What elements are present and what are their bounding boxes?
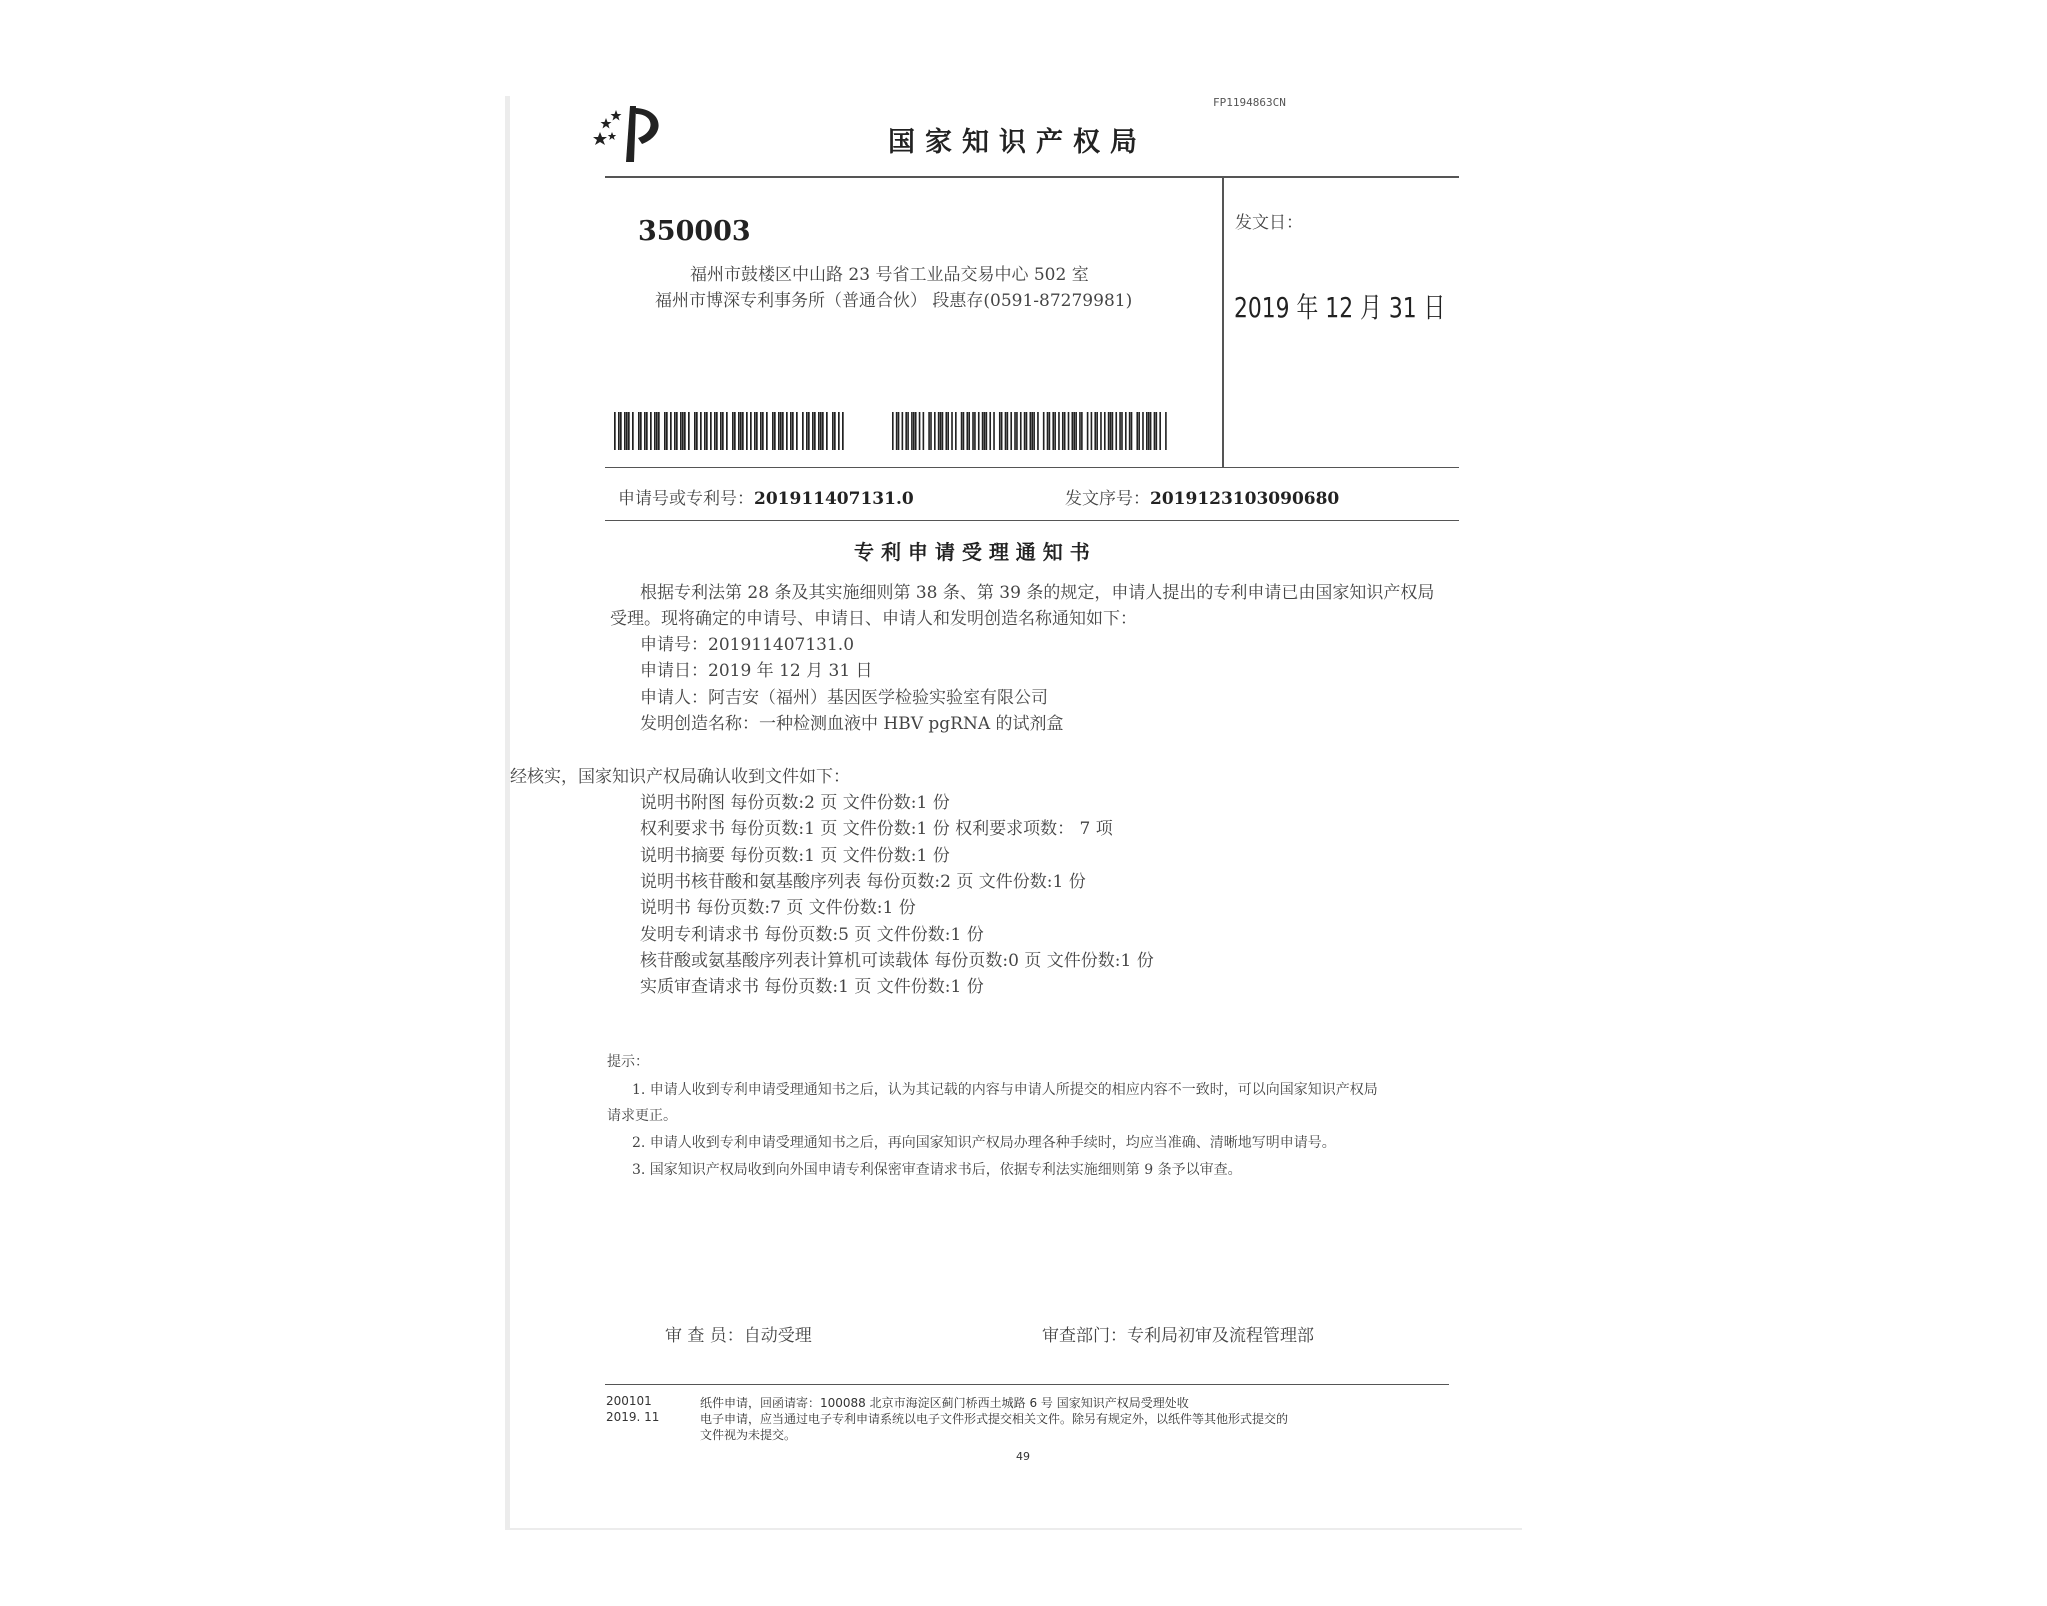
- barcode-bar: [1146, 412, 1148, 450]
- footer-line-3: 文件视为未提交。: [700, 1428, 797, 1442]
- footer-rule: [605, 1384, 1449, 1385]
- barcode-bar: [1064, 412, 1066, 450]
- barcode-bar: [1119, 412, 1121, 450]
- barcode-bar: [1005, 412, 1007, 450]
- barcode-bar: [706, 412, 708, 450]
- barcode-bar: [786, 412, 788, 450]
- barcode-bar: [1020, 412, 1022, 450]
- barcode-bar: [930, 412, 932, 450]
- page-number: 49: [1016, 1450, 1030, 1463]
- document-item: 说明书核苷酸和氨基酸序列表 每份页数:2 页 文件份数:1 份: [640, 872, 1086, 892]
- barcode-bar: [1112, 412, 1114, 450]
- barcode-bar: [782, 412, 784, 450]
- barcode-bar: [1129, 412, 1131, 450]
- barcode-bar: [654, 412, 656, 450]
- barcode-bar: [684, 412, 686, 450]
- document-item: 权利要求书 每份页数:1 页 文件份数:1 份 权利要求项数： 7 项: [640, 819, 1113, 839]
- document-item: 发明专利请求书 每份页数:5 页 文件份数:1 份: [640, 925, 984, 945]
- barcode-bar: [628, 412, 630, 450]
- barcode-bar: [658, 412, 660, 450]
- barcode-bar: [1001, 412, 1003, 450]
- barcode-bar: [734, 412, 736, 450]
- barcode-bar: [694, 412, 696, 450]
- barcode-bar: [808, 412, 810, 450]
- footer-code-2: 2019. 11: [606, 1410, 660, 1424]
- form-code: FP1194863CN: [1213, 96, 1286, 109]
- barcode-bar: [1079, 412, 1081, 450]
- barcode-bar: [1142, 412, 1144, 450]
- barcode-bar: [947, 412, 949, 450]
- numbers-top-rule: [605, 467, 1459, 468]
- intro-line-1: 根据专利法第 28 条及其实施细则第 38 条、第 39 条的规定，申请人提出的专利申请已由国家知识产权局: [640, 583, 1435, 603]
- barcode-bar: [746, 412, 748, 450]
- barcode-bar: [814, 412, 816, 450]
- barcode-bar: [720, 412, 722, 450]
- barcode-bar: [1125, 412, 1127, 450]
- barcode-bar: [986, 412, 988, 450]
- tip-2: 2. 申请人收到专利申请受理通知书之后，再向国家知识产权局办理各种手续时，均应当准确、清晰地写明申请号。: [632, 1135, 1336, 1151]
- barcode-bar: [989, 412, 991, 450]
- barcode-bar: [626, 412, 628, 450]
- barcode-bar: [656, 412, 658, 450]
- barcode-bar: [1165, 412, 1167, 450]
- field-application-date: 申请日：2019 年 12 月 31 日: [640, 661, 873, 681]
- barcode-bar: [670, 412, 672, 450]
- serial-number-label: 发文序号：: [1065, 489, 1150, 509]
- barcode-bar: [722, 412, 724, 450]
- barcode-bar: [750, 412, 752, 450]
- issue-date: 2019 年 12 月 31 日: [1234, 291, 1446, 324]
- address-line: 福州市鼓楼区中山路 23 号省工业品交易中心 502 室: [690, 265, 1089, 285]
- barcode-bar: [1054, 412, 1056, 450]
- date-column-divider: [1222, 176, 1224, 468]
- barcode-bar: [666, 412, 668, 450]
- barcode-bar: [940, 412, 942, 450]
- barcode-bar: [1104, 412, 1106, 450]
- barcode-bar: [650, 412, 652, 450]
- barcode-bar: [1096, 412, 1098, 450]
- barcode-bar: [928, 412, 930, 450]
- barcode-bar: [1138, 412, 1140, 450]
- barcode-bar: [680, 412, 682, 450]
- barcode-bar: [911, 412, 913, 450]
- barcode-bar: [1031, 412, 1033, 450]
- barcode-bar: [1154, 412, 1156, 450]
- barcode-bar: [1030, 412, 1032, 450]
- barcode-right: [892, 412, 1167, 450]
- tips-label: 提示：: [607, 1054, 649, 1070]
- barcode-bar: [966, 412, 968, 450]
- barcode-bar: [820, 412, 822, 450]
- barcode-bar: [812, 412, 814, 450]
- header-rule: [605, 176, 1459, 178]
- barcode-bar: [700, 412, 702, 450]
- barcode-bar: [1049, 412, 1051, 450]
- document-item: 说明书附图 每份页数:2 页 文件份数:1 份: [640, 793, 950, 813]
- document-item: 实质审查请求书 每份页数:1 页 文件份数:1 份: [640, 977, 984, 997]
- barcode-bar: [664, 412, 666, 450]
- barcode-bar: [1007, 412, 1009, 450]
- barcode-bar: [1115, 412, 1117, 450]
- barcode-bar: [696, 412, 698, 450]
- confirm-line: 经核实，国家知识产权局确认收到文件如下：: [510, 767, 850, 787]
- barcode-bar: [716, 412, 718, 450]
- barcode-bar: [766, 412, 768, 450]
- barcode-bar: [984, 412, 986, 450]
- barcode-bar: [934, 412, 936, 450]
- barcode-bar: [790, 412, 792, 450]
- barcode-bar: [618, 412, 620, 450]
- barcode-bar: [638, 412, 640, 450]
- tip-1-line-2: 请求更正。: [607, 1108, 677, 1124]
- barcode-bar: [624, 412, 626, 450]
- barcode-bar: [919, 412, 921, 450]
- barcode-bar: [1136, 412, 1138, 450]
- barcode-bar: [806, 412, 808, 450]
- field-application-number: 申请号：201911407131.0: [640, 635, 855, 655]
- barcode-bar: [1014, 412, 1016, 450]
- barcode-bar: [1058, 412, 1060, 450]
- barcode-bar: [842, 412, 844, 450]
- barcode-bar: [1150, 412, 1152, 450]
- barcode-bar: [955, 412, 957, 450]
- barcode-bar: [714, 412, 716, 450]
- barcode-bar: [1052, 412, 1054, 450]
- barcode-bar: [762, 412, 764, 450]
- barcode-bar: [738, 412, 740, 450]
- barcode-bar: [896, 412, 898, 450]
- barcode-bar: [982, 412, 984, 450]
- barcode-bar: [1075, 412, 1077, 450]
- barcode-bar: [760, 412, 762, 450]
- serial-number-row: [1065, 484, 1339, 509]
- field-applicant: 申请人：阿吉安（福州）基因医学检验实验室有限公司: [640, 688, 1048, 708]
- barcode-bar: [1110, 412, 1112, 450]
- barcode-bar: [1156, 412, 1158, 450]
- barcode-bar: [1159, 412, 1161, 450]
- examining-department: 审查部门：专利局初审及流程管理部: [1042, 1326, 1314, 1346]
- barcode-bar: [826, 412, 828, 450]
- barcode-bar: [778, 412, 780, 450]
- barcode-bar: [710, 412, 712, 450]
- barcode-bar: [674, 412, 676, 450]
- tip-1-line-1: 1. 申请人收到专利申请受理通知书之后，认为其记载的内容与申请人所提交的相应内容不一致时，可以向国家知识产权局: [632, 1082, 1378, 1098]
- barcode-bar: [961, 412, 963, 450]
- barcode-bar: [818, 412, 820, 450]
- barcode-bar: [993, 412, 995, 450]
- barcode-bar: [1091, 412, 1093, 450]
- barcode-bar: [902, 412, 904, 450]
- tip-3: 3. 国家知识产权局收到向外国申请专利保密审查请求书后，依据专利法实施细则第 9 条予以审查。: [632, 1162, 1242, 1178]
- barcode-bar: [1081, 412, 1083, 450]
- barcode-bar: [620, 412, 622, 450]
- barcode-bar: [1010, 412, 1012, 450]
- barcode-bar: [1043, 412, 1045, 450]
- barcode-left: [614, 412, 844, 450]
- barcode-bar: [644, 412, 646, 450]
- barcode-bar: [942, 412, 944, 450]
- barcode-bar: [742, 412, 744, 450]
- barcode-bar: [1121, 412, 1123, 450]
- issue-date-label: 发文日：: [1235, 213, 1303, 233]
- barcode-bar: [732, 412, 734, 450]
- barcode-bar: [1068, 412, 1070, 450]
- barcode-bar: [898, 412, 900, 450]
- barcode-bar: [972, 412, 974, 450]
- barcode-bar: [892, 412, 894, 450]
- document-item: 核苷酸或氨基酸序列表计算机可读载体 每份页数:0 页 文件份数:1 份: [640, 951, 1154, 971]
- numbers-bottom-rule: [605, 520, 1459, 521]
- barcode-bar: [974, 412, 976, 450]
- barcode-bar: [754, 412, 756, 450]
- barcode-bar: [822, 412, 824, 450]
- barcode-bar: [1016, 412, 1018, 450]
- barcode-bar: [646, 412, 648, 450]
- barcode-bar: [1037, 412, 1039, 450]
- cnipa-emblem-icon: [592, 104, 668, 166]
- barcode-bar: [1148, 412, 1150, 450]
- barcode-bar: [945, 412, 947, 450]
- agency-line: 福州市博深专利事务所（普通合伙） 段惠存(0591-87279981): [655, 291, 1133, 311]
- serial-number-value: 2019123103090680: [1150, 489, 1340, 509]
- barcode-bar: [951, 412, 953, 450]
- barcode-bar: [1062, 412, 1064, 450]
- barcode-bar: [1073, 412, 1075, 450]
- barcode-bar: [938, 412, 940, 450]
- intro-line-2: 受理。现将确定的申请号、申请日、申请人和发明创造名称通知如下：: [610, 609, 1137, 629]
- barcode-bar: [632, 412, 634, 450]
- barcode-bar: [915, 412, 917, 450]
- barcode-bar: [968, 412, 970, 450]
- barcode-bar: [774, 412, 776, 450]
- barcode-bar: [802, 412, 804, 450]
- barcode-bar: [907, 412, 909, 450]
- office-name: 国家知识产权局: [888, 127, 1147, 158]
- barcode-bar: [688, 412, 690, 450]
- document-page: [510, 96, 1522, 1528]
- barcode-bar: [1047, 412, 1049, 450]
- barcode-bar: [1100, 412, 1102, 450]
- barcode-bar: [1087, 412, 1089, 450]
- barcode-bar: [740, 412, 742, 450]
- barcode-bar: [999, 412, 1001, 450]
- barcode-bar: [792, 412, 794, 450]
- barcode-bar: [1024, 412, 1026, 450]
- footer-code-1: 200101: [606, 1394, 652, 1408]
- footer-line-1: 纸件申请，回函请寄：100088 北京市海淀区蓟门桥西土城路 6 号 国家知识产权局受理处收: [700, 1396, 1189, 1410]
- barcode-bar: [1094, 412, 1096, 450]
- barcode-bar: [704, 412, 706, 450]
- barcode-bar: [1033, 412, 1035, 450]
- barcode-bar: [838, 412, 840, 450]
- barcode-bar: [756, 412, 758, 450]
- barcode-bar: [614, 412, 616, 450]
- barcode-bar: [1108, 412, 1110, 450]
- footer-line-2: 电子申请，应当通过电子专利申请系统以电子文件形式提交相关文件。除另有规定外，以纸件等其他形式提交的: [700, 1412, 1289, 1426]
- barcode-bar: [1131, 412, 1133, 450]
- barcode-bar: [726, 412, 728, 450]
- barcode-bar: [676, 412, 678, 450]
- application-number-value: 201911407131.0: [754, 489, 914, 509]
- document-item: 说明书摘要 每份页数:1 页 文件份数:1 份: [640, 846, 950, 866]
- barcode-bar: [1026, 412, 1028, 450]
- notice-title: 专 利 申 请 受 理 通 知 书: [854, 540, 1090, 564]
- barcode-bar: [834, 412, 836, 450]
- application-number-label: 申请号或专利号：: [618, 489, 754, 509]
- barcode-bar: [832, 412, 834, 450]
- document-item: 说明书 每份页数:7 页 文件份数:1 份: [640, 898, 916, 918]
- barcode-bar: [978, 412, 980, 450]
- barcode-bar: [796, 412, 798, 450]
- barcode-bar: [905, 412, 907, 450]
- barcode-bar: [682, 412, 684, 450]
- barcode-bar: [640, 412, 642, 450]
- barcode-bar: [913, 412, 915, 450]
- barcode-bar: [923, 412, 925, 450]
- application-number-row: [618, 484, 914, 509]
- barcode-bar: [772, 412, 774, 450]
- postal-code: 350003: [638, 216, 751, 247]
- examiner: 审 查 员：自动受理: [665, 1326, 812, 1346]
- barcode-bar: [963, 412, 965, 450]
- barcode-bar: [1072, 412, 1074, 450]
- barcode-bar: [780, 412, 782, 450]
- field-invention-title: 发明创造名称：一种检测血液中 HBV pgRNA 的试剂盒: [640, 714, 1064, 734]
